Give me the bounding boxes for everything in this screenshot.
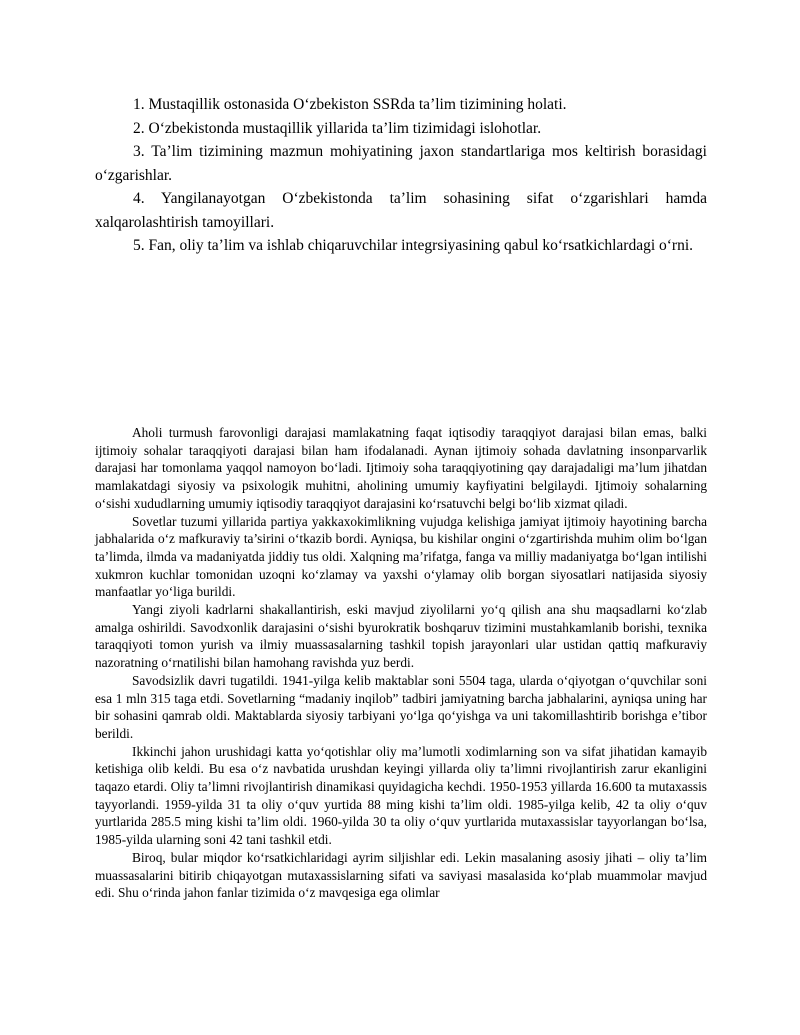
outline-item-5: 5. Fan, oliy ta’lim va ishlab chiqaruvchilar integrsiyasining qabul ko‘rsatkichlardagi o‘rni. xyxy=(133,237,694,254)
outline-item-4: 4. Yangilanayotgan O‘zbekistonda ta’lim sohasining sifat o‘zgarishlari hamda xalqarolashtirish tamoyillari. xyxy=(95,190,707,231)
body-paragraph-5: Ikkinchi jahon urushidagi katta yo‘qotishlar oliy ma’lumotli xodimlarning son va sifat jihatidan kamayib ketishiga olib keldi. Bu esa o‘z navbatida urushdan keyingi yillarda oliy ta’limni rivojlantirish zarur ekanligini taqazo etardi. Oliy ta’limni rivojlantirish dinamikasi quyidagicha kechdi. 1950-1953 yillarda 16.600 ta mutaxassis tayyorlandi. 1959-yilda 31 ta oliy o‘quv yurtida 88 ming kishi ta’lim oldi. 1985-yilga kelib, 42 ta oliy o‘quv yurtlarida 285.5 ming kishi ta’lim oldi. 1960-yilda 30 ta oliy o‘quv yurtlarida mutaxassislar tayyorlangan bo‘lsa, 1985-yilda ularning soni 42 tani tashkil etdi. xyxy=(95,743,707,848)
lecture-outline-list xyxy=(95,93,707,258)
body-paragraph-6: Biroq, bular miqdor ko‘rsatkichlaridagi ayrim siljishlar edi. Lekin masalaning asosiy jihati – oliy ta’lim muassasalarini bitirib chiqayotgan mutaxassislarning sifati va saviyasi masalasida ko‘plab muammolar mavjud edi. Shu o‘rinda jahon fanlar tizimida o‘z mavqesiga ega olimlar xyxy=(95,849,707,901)
outline-item-2: 2. O‘zbekistonda mustaqillik yillarida ta’lim tizimidagi islohotlar. xyxy=(133,119,542,137)
outline-item-3: 3. Ta’lim tizimining mazmun mohiyatining jaxon standartlariga mos keltirish borasidagi o‘zgarishlar. xyxy=(95,143,707,184)
body-paragraph-2: Sovetlar tuzumi yillarida partiya yakkaxokimlikning vujudga kelishiga jamiyat ijtimoiy hayotining barcha jabhalarida o‘z mafkuraviy ta’sirini o‘tkazib bordi. Ayniqsa, bu kishilar ongini o‘zgartirishda muhim olim bo‘lgan ta’limda, ilmda va madaniyatda jiddiy tus oldi. Xalqning ma’rifatga, fanga va milliy madaniyatga bo‘lgan intilishi xukmron kuchlar tomonidan uzoqni ko‘zlamay va yaxshi o‘ylamay olib borgan siyosatlari natijasida siyosiy manfaatlar yo‘liga burildi. xyxy=(95,513,707,600)
body-paragraph-4: Savodsizlik davri tugatildi. 1941-yilga kelib maktablar soni 5504 taga, ularda o‘qiyotgan o‘quvchilar soni esa 1 mln 315 taga etdi. Sovetlarning “madaniy inqilob” tadbiri jamiyatning barcha jabhalarini, ayniqsa uning har bir sohasini qamrab oldi. Maktablarda siyosiy tarbiyani yo‘lga qo‘yishga va uni takomillashtirib borishga e’tibor berildi. xyxy=(95,672,707,741)
outline-item-1: 1. Mustaqillik ostonasida O‘zbekiston SSRda ta’lim tizimining holati. xyxy=(133,96,567,113)
body-paragraph-1: Aholi turmush farovonligi darajasi mamlakatning faqat iqtisodiy taraqqiyot darajasi bilan emas, balki ijtimoiy sohalar taraqqiyoti darajasi bilan ham ifodalanadi. Aynan ijtimoiy sohada davlatning insonparvarlik darajasi har tomonlama yaqqol namoyon bo‘ladi. Ijtimoiy soha taraqqiyotining qay darajadaligi ma’lum jihatdan mamlakatdagi siyosiy va psixologik muhitni, aholining umumiy kayfiyatini belgilaydi. Ijtimoiy sohalarning o‘sishi xududlarning umumiy iqtisodiy taraqqiyot darajasini ko‘rsatuvchi belgi bo‘lib xizmat qiladi. xyxy=(95,425,707,511)
body-paragraph-3: Yangi ziyoli kadrlarni shakallantirish, eski mavjud ziyolilarni yo‘q qilish ana shu maqsadlarni ko‘zlab amalga oshirildi. Savodxonlik darajasini o‘sishi byurokratik boshqaruv tizimini mustahkamlanib borishi, texnika taraqqiyoti tomon yurish va ilmiy muassasalarning tashkil topish jarayonlari ular ustidan qattiq mafkuraviy nazoratning o‘rnatilishi bilan hamohang ravishda yuz berdi. xyxy=(95,602,707,671)
body-text xyxy=(95,424,707,902)
